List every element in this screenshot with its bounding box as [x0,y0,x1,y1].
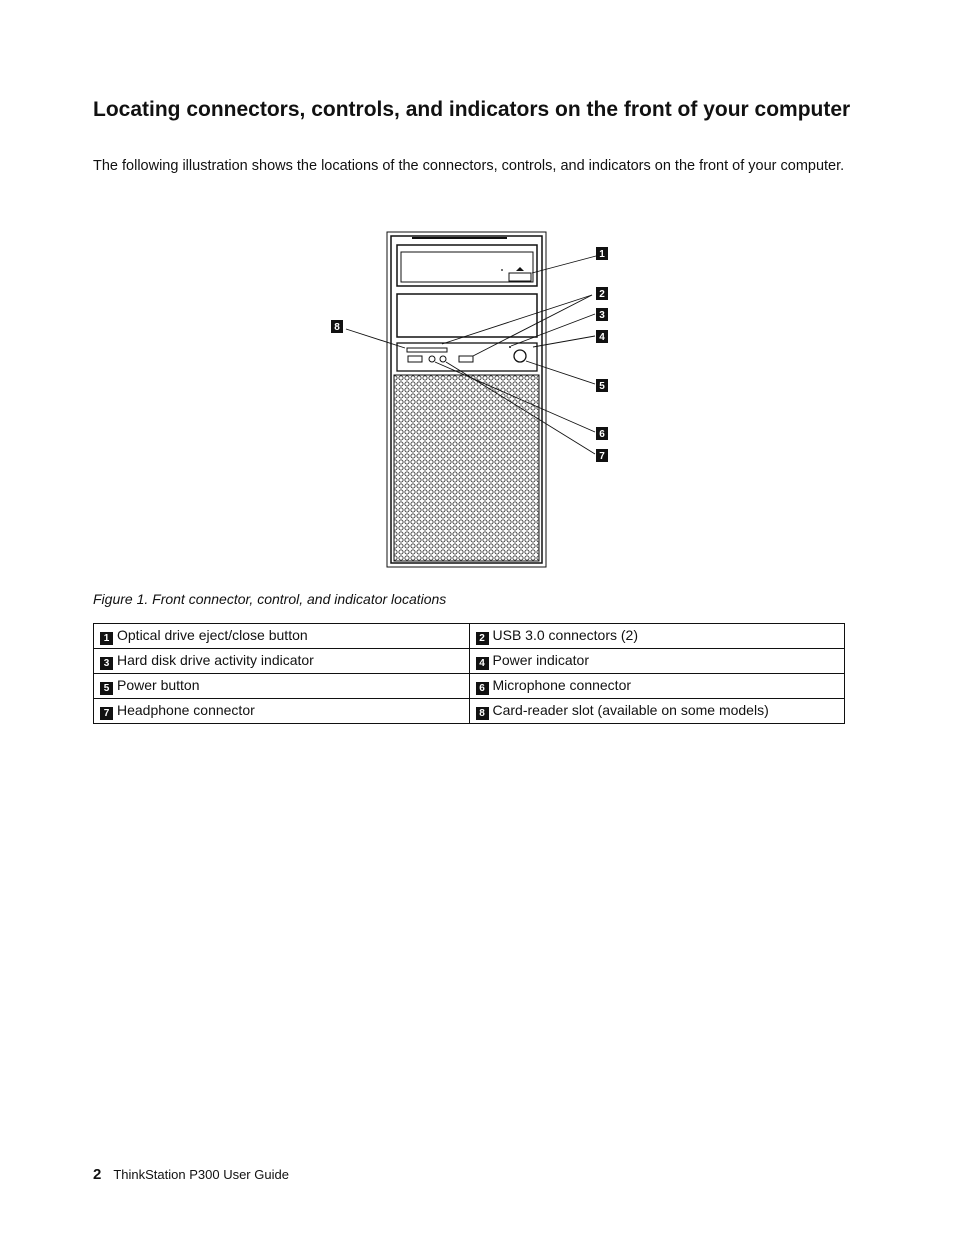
legend-cell [469,674,845,699]
page-footer [93,1166,289,1183]
legend-cell [94,624,470,649]
legend-cell [94,649,470,674]
legend-label: Microphone connector [492,677,632,693]
legend-number: 2 [476,632,489,645]
blank-drive-bay [397,294,537,337]
optical-drive-bay [397,245,537,286]
callout-2: 2 [599,289,605,300]
legend-number: 4 [476,657,489,670]
callout-1: 1 [599,249,605,260]
front-grille [394,375,539,561]
callout-4: 4 [599,332,605,343]
page-number: 2 [93,1166,102,1183]
legend-number: 6 [476,682,489,695]
computer-front-illustration [320,225,620,575]
legend-cell [94,674,470,699]
intro-paragraph: The following illustration shows the locations of the connectors, controls, and indicators on the front of your computer. [93,158,845,174]
table-row [94,624,845,649]
legend-label: Optical drive eject/close button [117,627,308,643]
legend-label: Power indicator [492,652,589,668]
legend-cell [469,624,845,649]
legend-label: USB 3.0 connectors (2) [492,627,639,643]
legend-label: Headphone connector [117,702,255,718]
legend-number: 3 [100,657,113,670]
document-title: ThinkStation P300 User Guide [113,1167,289,1182]
legend-table [93,623,845,724]
legend-cell [94,699,470,724]
legend-number: 5 [100,682,113,695]
legend-label: Power button [117,677,200,693]
callout-5: 5 [599,381,605,392]
front-io-panel [397,343,537,371]
callout-6: 6 [599,429,605,440]
callout-3: 3 [599,310,605,321]
legend-cell [469,699,845,724]
callout-8: 8 [334,322,340,333]
callout-7: 7 [599,451,605,462]
legend-number: 8 [476,707,489,720]
legend-label: Card-reader slot (available on some models) [492,702,769,718]
table-row [94,699,845,724]
legend-label: Hard disk drive activity indicator [117,652,314,668]
legend-number: 7 [100,707,113,720]
table-row [94,674,845,699]
page-title: Locating connectors, controls, and indicators on the front of your computer [93,98,851,121]
legend-number: 1 [100,632,113,645]
table-row [94,649,845,674]
legend-cell [469,649,845,674]
figure-caption: Figure 1. Front connector, control, and indicator locations [93,591,447,607]
